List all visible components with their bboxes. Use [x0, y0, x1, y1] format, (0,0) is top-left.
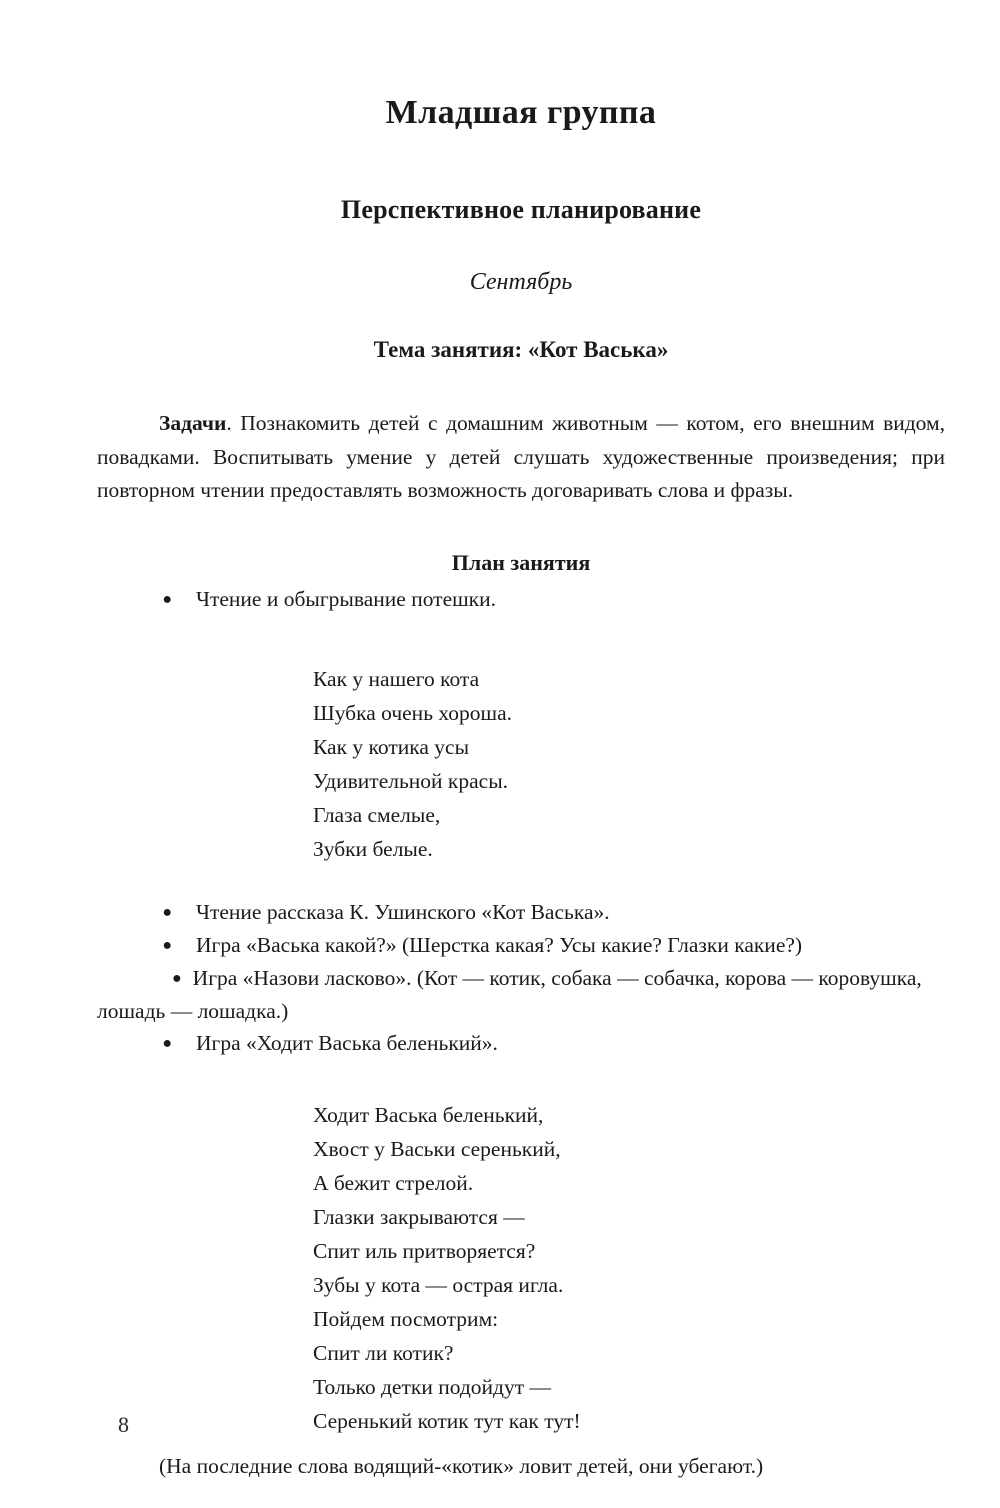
closing-note: (На последние слова водящий-«котик» ловит детей, они убегают.): [159, 1453, 764, 1478]
verse-line: Ходит Васька беленький,: [313, 1102, 544, 1127]
verse-line: Спит иль притворяется?: [313, 1238, 536, 1263]
verse-line: Зубы у кота — острая игла.: [313, 1272, 564, 1297]
page-title: Младшая группа: [385, 94, 657, 131]
verse-line: Хвост у Васьки серенький,: [313, 1136, 561, 1161]
bullet-icon: ●: [162, 1034, 172, 1052]
list-item-label: Чтение рассказа К. Ушинского «Кот Васька».: [196, 899, 610, 924]
lesson-topic-heading: Тема занятия: «Кот Васька»: [373, 336, 669, 362]
verse-line: Серенький котик тут как тут!: [313, 1408, 581, 1433]
objectives-text: Познакомить детей с домашним животным — котом, его внешним видом, повадками. Воспитывать умение у детей слушать художественные произведения; при повторном чтении предоставлять возможность договаривать слова и фразы.: [97, 411, 946, 503]
objectives-separator: .: [226, 411, 241, 436]
list-item-label: Чтение и обыгрывание потешки.: [196, 586, 497, 611]
list-item-label: Игра «Васька какой?» (Шерстка какая? Усы какие? Глазки какие?): [196, 932, 803, 957]
list-item: [97, 1027, 945, 1060]
bullet-icon: ●: [162, 903, 172, 921]
list-item: [97, 896, 945, 929]
section-heading: Перспективное планирование: [340, 195, 702, 225]
plan-list-second: [97, 866, 945, 1060]
verse-line: Только детки подойдут —: [313, 1374, 551, 1399]
list-item: [97, 962, 945, 1027]
list-item-label: Игра «Ходит Васька беленький».: [196, 1030, 498, 1055]
bullet-icon: ●: [162, 936, 172, 954]
bullet-icon: ●: [162, 590, 172, 608]
list-item-label: Игра «Назови ласково». (Кот — котик, собака — собачка, корова — коровушка, лошадь — лошадка.): [97, 965, 922, 1023]
list-item: [97, 583, 945, 616]
verse-line: Зубки белые.: [313, 836, 433, 861]
page-content-column: [97, 0, 945, 1483]
verse-line: Шубка очень хороша.: [313, 700, 513, 725]
verse-line: Глаза смелые,: [313, 802, 441, 827]
verse-line: А бежит стрелой.: [313, 1170, 474, 1195]
verse-line: Пойдем посмотрим:: [313, 1306, 499, 1331]
verse-line: Как у котика усы: [313, 734, 470, 759]
plan-list-first: [97, 575, 945, 616]
verse-line: Удивительной красы.: [313, 768, 509, 793]
verse-line: Глазки закрываются —: [313, 1204, 525, 1229]
verse-line: Как у нашего кота: [313, 666, 480, 691]
objectives-paragraph: [97, 363, 945, 508]
bullet-icon: ●: [172, 969, 182, 987]
list-item: [97, 929, 945, 962]
month-heading: Сентябрь: [469, 268, 573, 295]
verse-block-2: [97, 1060, 945, 1438]
page-number: 8: [118, 1412, 129, 1437]
verse-block-1: [97, 616, 945, 866]
plan-heading: План занятия: [451, 549, 591, 575]
verse-line: Спит ли котик?: [313, 1340, 454, 1365]
objectives-label: Задачи: [159, 411, 227, 436]
